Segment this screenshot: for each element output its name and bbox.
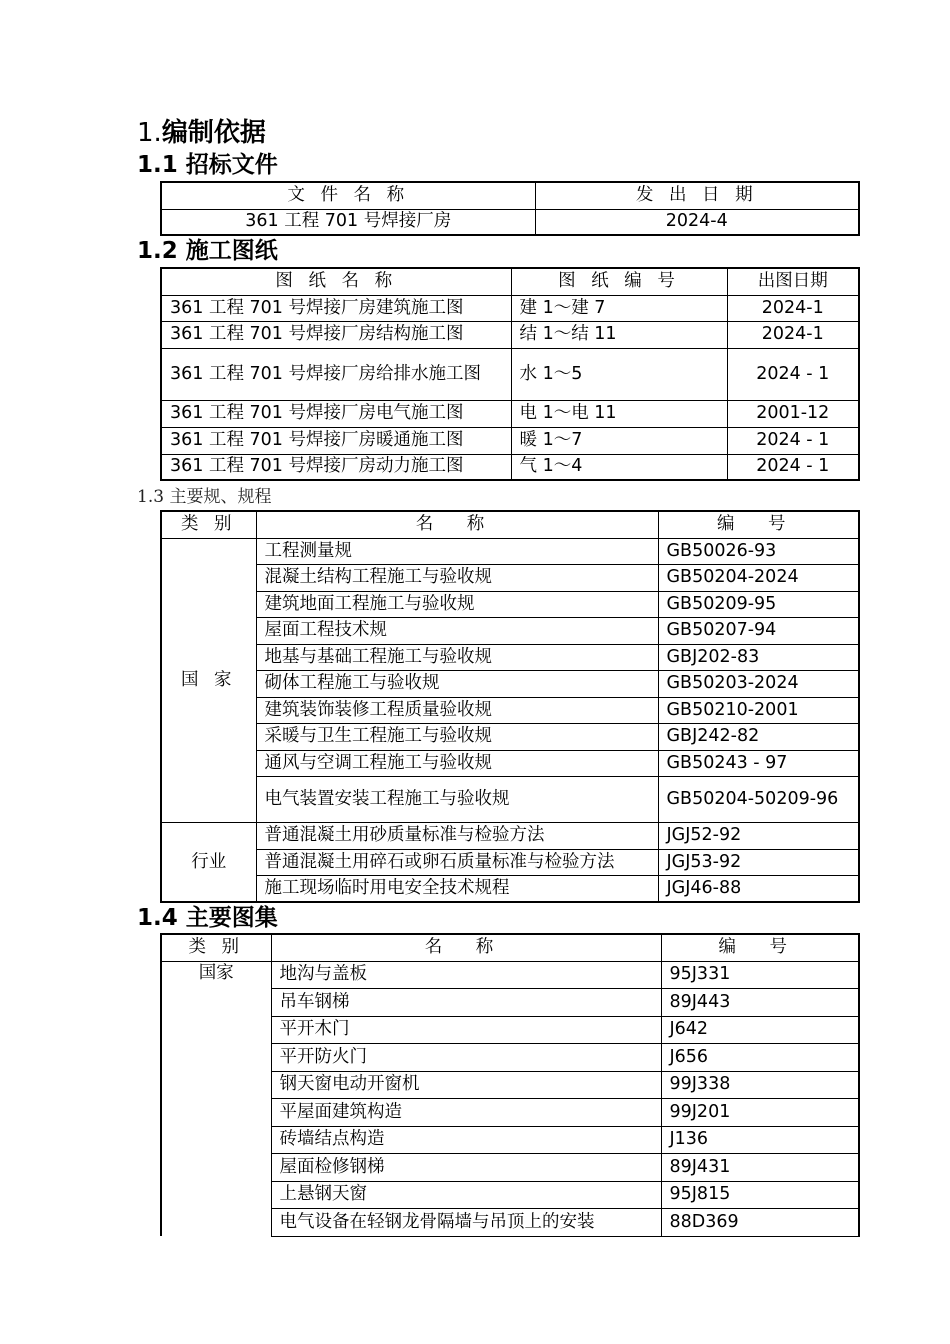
code-name-cell: 工程测量规 <box>256 538 658 565</box>
code-number-cell: GBJ242-82 <box>658 724 859 751</box>
header-cell: 编 号 <box>658 511 859 538</box>
heading-text: 编制依据 <box>161 118 266 148</box>
table-header-row <box>161 934 859 961</box>
drawing-number-cell: 建 1～建 7 <box>511 295 727 321</box>
table-row <box>161 538 859 565</box>
drawing-date-cell: 2024 - 1 <box>727 427 859 454</box>
drawings-table <box>160 267 860 481</box>
atlas-number-cell: 88D369 <box>661 1209 859 1237</box>
code-number-cell: GB50204-50209-96 <box>658 777 859 823</box>
drawing-date-cell: 2024-1 <box>727 321 859 348</box>
atlas-number-cell: 95J331 <box>661 961 859 989</box>
code-name-cell: 混凝土结构工程施工与验收规 <box>256 565 658 592</box>
table-row <box>161 961 859 989</box>
table-row <box>161 750 859 777</box>
section-title-drawings: 1.2 施工图纸 <box>137 238 278 264</box>
drawing-name-cell: 361 工程 701 号焊接厂房结构施工图 <box>161 321 511 348</box>
drawing-number-cell: 暖 1～7 <box>511 427 727 454</box>
table-row <box>161 295 859 321</box>
header-cell: 图 纸 名 称 <box>161 268 511 295</box>
code-name-cell: 采暖与卫生工程施工与验收规 <box>256 724 658 751</box>
atlas-name-cell: 地沟与盖板 <box>271 961 661 989</box>
table-row <box>161 849 859 876</box>
table-row <box>161 777 859 823</box>
table-row <box>161 724 859 751</box>
code-number-cell: JGJ46-88 <box>658 876 859 903</box>
atlas-number-cell: 99J338 <box>661 1071 859 1099</box>
table-row <box>161 644 859 671</box>
table-row <box>161 427 859 454</box>
code-number-cell: JGJ53-92 <box>658 849 859 876</box>
atlas-name-cell: 吊车钢梯 <box>271 989 661 1017</box>
header-cell: 名 称 <box>256 511 658 538</box>
atlas-number-cell: 89J431 <box>661 1154 859 1182</box>
atlas-number-cell: J642 <box>661 1016 859 1044</box>
header-cell: 文 件 名 称 <box>161 182 535 209</box>
code-name-cell: 建筑地面工程施工与验收规 <box>256 591 658 618</box>
table-row <box>161 697 859 724</box>
table-row <box>161 618 859 645</box>
atlas-number-cell: 99J201 <box>661 1099 859 1127</box>
code-name-cell: 施工现场临时用电安全技术规程 <box>256 876 658 903</box>
table-row <box>161 876 859 903</box>
doc-name-cell: 361 工程 701 号焊接厂房 <box>161 209 535 235</box>
atlas-name-cell: 钢天窗电动开窗机 <box>271 1071 661 1099</box>
table-header-row <box>161 268 859 295</box>
code-number-cell: GB50204-2024 <box>658 565 859 592</box>
drawing-number-cell: 水 1～5 <box>511 348 727 400</box>
drawing-date-cell: 2024 - 1 <box>727 454 859 480</box>
drawing-number-cell: 气 1～4 <box>511 454 727 480</box>
code-name-cell: 砌体工程施工与验收规 <box>256 671 658 698</box>
atlas-name-cell: 平开木门 <box>271 1016 661 1044</box>
code-number-cell: GBJ202-83 <box>658 644 859 671</box>
atlas-number-cell: J136 <box>661 1126 859 1154</box>
atlases-table <box>160 933 860 1237</box>
atlas-name-cell: 电气设备在轻钢龙骨隔墙与吊顶上的安装 <box>271 1209 661 1237</box>
code-name-cell: 屋面工程技术规 <box>256 618 658 645</box>
atlas-name-cell: 平屋面建筑构造 <box>271 1099 661 1127</box>
code-name-cell: 地基与基础工程施工与验收规 <box>256 644 658 671</box>
category-cell: 国家 <box>161 961 271 1236</box>
atlas-name-cell: 砖墙结点构造 <box>271 1126 661 1154</box>
table-row <box>161 348 859 400</box>
code-name-cell: 电气装置安装工程施工与验收规 <box>256 777 658 823</box>
drawing-name-cell: 361 工程 701 号焊接厂房建筑施工图 <box>161 295 511 321</box>
drawing-name-cell: 361 工程 701 号焊接厂房暖通施工图 <box>161 427 511 454</box>
code-name-cell: 建筑装饰装修工程质量验收规 <box>256 697 658 724</box>
page-heading <box>137 116 266 150</box>
table-row <box>161 565 859 592</box>
table-row <box>161 454 859 480</box>
codes-table <box>160 510 860 903</box>
header-cell: 类 别 <box>161 934 271 961</box>
drawing-name-cell: 361 工程 701 号焊接厂房电气施工图 <box>161 400 511 427</box>
atlas-number-cell: J656 <box>661 1044 859 1072</box>
drawing-date-cell: 2024 - 1 <box>727 348 859 400</box>
table-row <box>161 400 859 427</box>
atlas-number-cell: 89J443 <box>661 989 859 1017</box>
section-title-atlases: 1.4 主要图集 <box>137 905 278 931</box>
header-cell: 编 号 <box>661 934 859 961</box>
table-row <box>161 671 859 698</box>
section-title-bidding: 1.1 招标文件 <box>137 152 278 178</box>
date-cell: 2024-4 <box>535 209 859 235</box>
code-number-cell: GB50026-93 <box>658 538 859 565</box>
section-title-codes: 1.3 主要规、规程 <box>137 487 272 507</box>
drawing-name-cell: 361 工程 701 号焊接厂房动力施工图 <box>161 454 511 480</box>
table-row <box>161 591 859 618</box>
header-cell: 出图日期 <box>727 268 859 295</box>
code-number-cell: GB50203-2024 <box>658 671 859 698</box>
code-name-cell: 普通混凝土用碎石或卵石质量标准与检验方法 <box>256 849 658 876</box>
header-cell: 类 别 <box>161 511 256 538</box>
code-name-cell: 通风与空调工程施工与验收规 <box>256 750 658 777</box>
atlas-name-cell: 平开防火门 <box>271 1044 661 1072</box>
header-cell: 发 出 日 期 <box>535 182 859 209</box>
code-number-cell: GB50207-94 <box>658 618 859 645</box>
heading-number: 1. <box>137 118 162 148</box>
code-number-cell: JGJ52-92 <box>658 823 859 850</box>
category-cell: 国 家 <box>161 538 256 823</box>
drawing-number-cell: 结 1～结 11 <box>511 321 727 348</box>
code-name-cell: 普通混凝土用砂质量标准与检验方法 <box>256 823 658 850</box>
code-number-cell: GB50210-2001 <box>658 697 859 724</box>
category-cell: 行业 <box>161 823 256 903</box>
atlas-number-cell: 95J815 <box>661 1181 859 1209</box>
table-header-row <box>161 182 859 209</box>
bidding-table <box>160 181 860 236</box>
header-cell: 图 纸 编 号 <box>511 268 727 295</box>
table-row <box>161 823 859 850</box>
atlas-name-cell: 上悬钢天窗 <box>271 1181 661 1209</box>
drawing-date-cell: 2024-1 <box>727 295 859 321</box>
header-cell: 名 称 <box>271 934 661 961</box>
table-header-row <box>161 511 859 538</box>
drawing-date-cell: 2001-12 <box>727 400 859 427</box>
drawing-number-cell: 电 1～电 11 <box>511 400 727 427</box>
code-number-cell: GB50243 - 97 <box>658 750 859 777</box>
drawing-name-cell: 361 工程 701 号焊接厂房给排水施工图 <box>161 348 511 400</box>
atlas-name-cell: 屋面检修钢梯 <box>271 1154 661 1182</box>
table-row <box>161 209 859 235</box>
table-row <box>161 321 859 348</box>
code-number-cell: GB50209-95 <box>658 591 859 618</box>
